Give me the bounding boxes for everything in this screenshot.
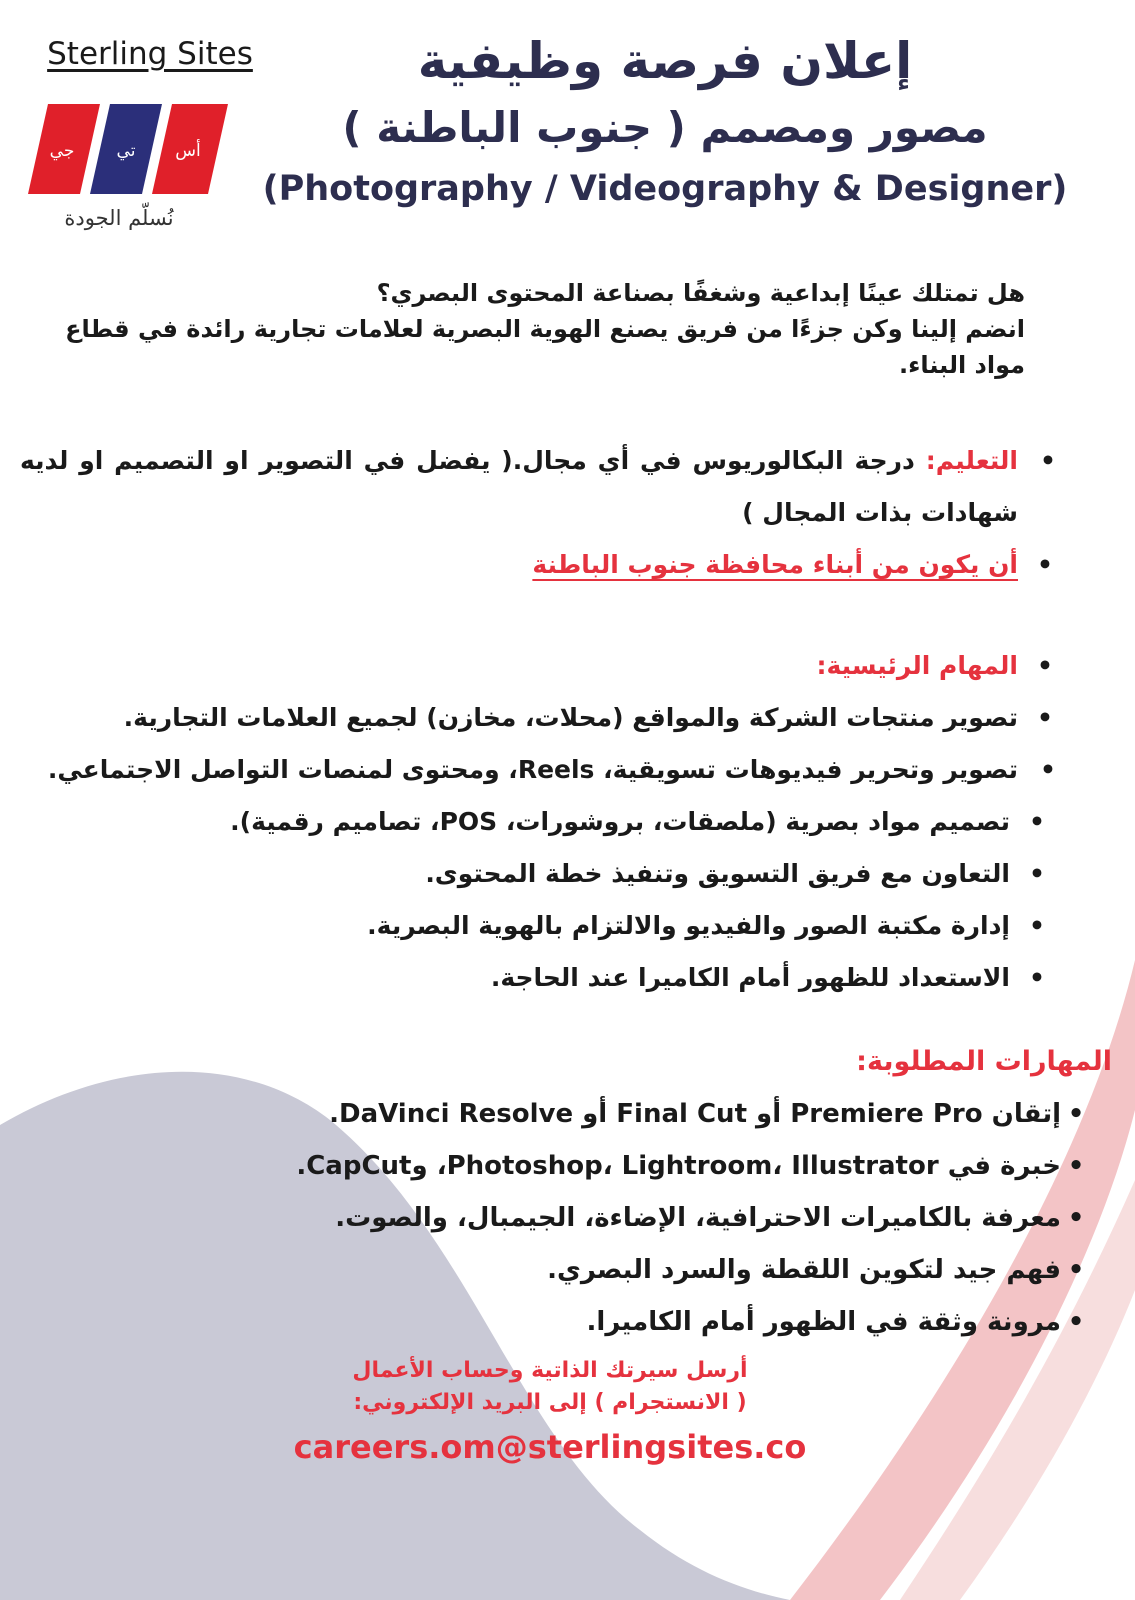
education-text: درجة البكالوريوس في أي مجال.( يفضل في التصوير او التصميم او لديه شهادات بذات المجال ) <box>20 446 1018 527</box>
bullet-icon: • <box>1040 446 1056 475</box>
contact-block <box>290 1355 810 1471</box>
bullet-icon: • <box>1037 550 1053 579</box>
list-item <box>20 900 1052 952</box>
logo-word-1: جي <box>49 141 75 161</box>
list-item <box>240 1244 1085 1296</box>
company-logo <box>28 104 228 194</box>
list-item <box>240 1192 1085 1244</box>
intro-line-2: انضم إلينا وكن جزءًا من فريق يصنع الهوية البصرية لعلامات تجارية رائدة في قطاع مواد البناء. <box>65 315 1025 379</box>
contact-line-1: أرسل سيرتك الذاتية وحساب الأعمال <box>352 1358 748 1383</box>
task-text: الاستعداد للظهور أمام الكاميرا عند الحاجة. <box>490 963 1010 992</box>
bullet-icon: • <box>1067 1255 1085 1285</box>
task-text: تصوير منتجات الشركة والمواقع (محلات، مخازن) لجميع العلامات التجارية. <box>123 703 1018 732</box>
list-item <box>20 692 1060 744</box>
brand-tagline: نُسلّم الجودة <box>64 206 174 230</box>
title-block <box>230 28 1100 214</box>
bullet-icon: • <box>1037 703 1053 732</box>
job-title-english: (Photography / Videography & Designer) <box>262 169 1068 209</box>
residency-requirement: أن يكون من أبناء محافظة جنوب الباطنة <box>532 550 1018 579</box>
residency-item <box>20 539 1060 591</box>
bullet-icon: • <box>1029 911 1045 940</box>
skill-text: فهم جيد لتكوين اللقطة والسرد البصري. <box>547 1255 1061 1285</box>
skill-text: مرونة وثقة في الظهور أمام الكاميرا. <box>586 1307 1061 1337</box>
bullet-icon: • <box>1067 1151 1085 1181</box>
tasks-section <box>20 640 1060 1004</box>
intro-line-1: هل تمتلك عينًا إبداعية وشغفًا بصناعة المحتوى البصري؟ <box>376 279 1025 307</box>
brand-name <box>40 36 260 72</box>
bullet-icon: • <box>1040 755 1056 784</box>
job-title-arabic: مصور ومصمم ( جنوب الباطنة ) <box>342 103 988 152</box>
tasks-heading: المهام الرئيسية: <box>816 651 1018 680</box>
list-item <box>20 744 1060 796</box>
bullet-icon: • <box>1029 963 1045 992</box>
skill-text: إتقان Premiere Pro أو Final Cut أو DaVinci Resolve. <box>329 1099 1061 1129</box>
company-name: Sterling Sites <box>47 36 253 72</box>
intro-paragraph <box>60 275 1025 383</box>
bullet-icon: • <box>1029 859 1045 888</box>
skill-text: خبرة في Photoshop، Lightroom، Illustrator، وCapCut. <box>296 1151 1061 1181</box>
bullet-icon: • <box>1029 807 1045 836</box>
list-item <box>240 1296 1085 1348</box>
list-item <box>20 848 1052 900</box>
list-item <box>240 1088 1085 1140</box>
task-text: إدارة مكتبة الصور والفيديو والالتزام بالهوية البصرية. <box>367 911 1010 940</box>
list-item <box>20 796 1052 848</box>
requirements-section <box>20 435 1060 591</box>
task-text: تصوير وتحرير فيديوهات تسويقية، Reels، ومحتوى لمنصات التواصل الاجتماعي. <box>47 755 1018 784</box>
education-label: التعليم: <box>925 446 1018 475</box>
bullet-icon: • <box>1037 651 1053 680</box>
list-item <box>20 952 1052 1004</box>
skills-list <box>240 1088 1085 1348</box>
task-text: التعاون مع فريق التسويق وتنفيذ خطة المحتوى. <box>425 859 1010 888</box>
contact-email-link[interactable]: careers.om@sterlingsites.co <box>293 1428 807 1466</box>
education-item <box>20 435 1060 539</box>
page-title: إعلان فرصة وظيفية <box>417 32 913 90</box>
bullet-icon: • <box>1067 1203 1085 1233</box>
skills-heading: المهارات المطلوبة: <box>856 1046 1112 1077</box>
list-item <box>240 1140 1085 1192</box>
bullet-icon: • <box>1067 1099 1085 1129</box>
task-text: تصميم مواد بصرية (ملصقات، بروشورات، POS، تصاميم رقمية). <box>230 807 1010 836</box>
contact-line-2: ( الانستجرام ) إلى البريد الإلكتروني: <box>353 1390 747 1415</box>
skill-text: معرفة بالكاميرات الاحترافية، الإضاءة، الجيمبال، والصوت. <box>335 1203 1061 1233</box>
bullet-icon: • <box>1067 1307 1085 1337</box>
tasks-heading-item <box>20 640 1060 692</box>
logo-word-2: تي <box>116 141 136 161</box>
logo-word-3: أس <box>175 141 201 161</box>
